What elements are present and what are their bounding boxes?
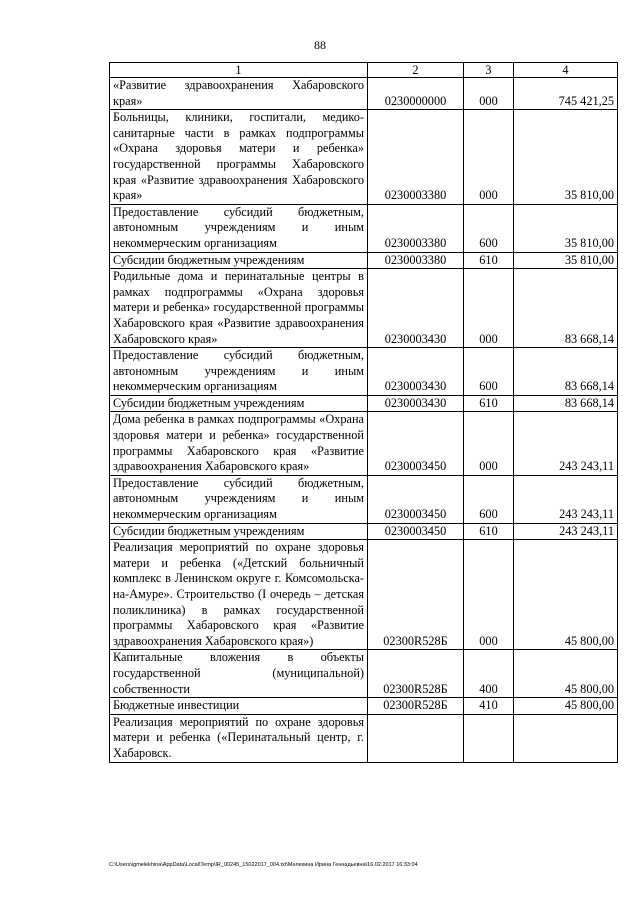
- row-amount-cell: 243 243,11: [514, 523, 618, 540]
- table-header-row: [110, 63, 618, 78]
- row-code-cell: 0230003380: [368, 252, 464, 269]
- footer-file-path: C:\Users\igmelekhina\AppData\Local\Temp\IR_00245_15022017_004.txt\Мелехина Ирина Геннадьевна\16.02.2017 16:33:04: [109, 862, 418, 868]
- row-type-cell: 600: [464, 348, 514, 396]
- row-name-cell: Реализация мероприятий по охране здоровья матери и ребенка («Детский больничный комплекс в Ленинском округе г. Комсомольска-на-Амуре». Строительство (I очередь – детская поликлиника) в рамках государственной программы Хабаровского края «Развитие здравоохранения Хабаровского края»): [110, 540, 368, 650]
- row-type-cell: 000: [464, 269, 514, 348]
- row-amount-cell: 745 421,25: [514, 78, 618, 110]
- row-type-cell: 610: [464, 395, 514, 412]
- row-amount-cell: 45 800,00: [514, 650, 618, 698]
- row-code-cell: 02300R528Б: [368, 698, 464, 715]
- table-row: [110, 523, 618, 540]
- row-name-cell: Капитальные вложения в объекты государственной (муниципальной) собственности: [110, 650, 368, 698]
- row-amount-cell: 83 668,14: [514, 348, 618, 396]
- table-row: [110, 714, 618, 762]
- table-row: [110, 698, 618, 715]
- table-row: [110, 395, 618, 412]
- row-type-cell: 600: [464, 475, 514, 523]
- row-name-cell: Субсидии бюджетным учреждениям: [110, 395, 368, 412]
- row-type-cell: 610: [464, 252, 514, 269]
- table-row: [110, 650, 618, 698]
- row-code-cell: [368, 714, 464, 762]
- row-amount-cell: 83 668,14: [514, 269, 618, 348]
- table-row: [110, 78, 618, 110]
- row-type-cell: 600: [464, 204, 514, 252]
- table-row: [110, 348, 618, 396]
- row-amount-cell: 35 810,00: [514, 204, 618, 252]
- row-name-cell: Предоставление субсидий бюджетным, автономным учреждениям и иным некоммерческим организациям: [110, 204, 368, 252]
- row-amount-cell: 45 800,00: [514, 540, 618, 650]
- row-code-cell: 0230003450: [368, 412, 464, 475]
- row-type-cell: 610: [464, 523, 514, 540]
- row-code-cell: 0230003450: [368, 475, 464, 523]
- row-type-cell: [464, 714, 514, 762]
- row-amount-cell: 45 800,00: [514, 698, 618, 715]
- row-code-cell: 0230000000: [368, 78, 464, 110]
- header-col-4: 4: [514, 63, 618, 78]
- header-col-3: 3: [464, 63, 514, 78]
- table-row: [110, 269, 618, 348]
- table-row: [110, 110, 618, 205]
- row-code-cell: 0230003430: [368, 395, 464, 412]
- table-row: [110, 540, 618, 650]
- table-row: [110, 204, 618, 252]
- row-name-cell: Предоставление субсидий бюджетным, автономным учреждениям и иным некоммерческим организациям: [110, 348, 368, 396]
- table-row: [110, 412, 618, 475]
- row-name-cell: Бюджетные инвестиции: [110, 698, 368, 715]
- row-amount-cell: 83 668,14: [514, 395, 618, 412]
- page-number: 88: [314, 38, 326, 52]
- row-code-cell: 0230003430: [368, 348, 464, 396]
- row-name-cell: Больницы, клиники, госпитали, медико-санитарные части в рамках подпрограммы «Охрана здоровья матери и ребенка» государственной программы Хабаровского края «Развитие здравоохранения Хабаровского края»: [110, 110, 368, 205]
- row-name-cell: Реализация мероприятий по охране здоровья матери и ребенка («Перинатальный центр, г. Хабаровск.: [110, 714, 368, 762]
- row-name-cell: Субсидии бюджетным учреждениям: [110, 523, 368, 540]
- header-col-2: 2: [368, 63, 464, 78]
- row-name-cell: Родильные дома и перинатальные центры в рамках подпрограммы «Охрана здоровья матери и ребенка» государственной программы Хабаровского края «Развитие здравоохранения Хабаровского края»: [110, 269, 368, 348]
- row-type-cell: 000: [464, 412, 514, 475]
- row-name-cell: Предоставление субсидий бюджетным, автономным учреждениям и иным некоммерческим организациям: [110, 475, 368, 523]
- row-name-cell: Дома ребенка в рамках подпрограммы «Охрана здоровья матери и ребенка» государственной программы Хабаровского края «Развитие здравоохранения Хабаровского края»: [110, 412, 368, 475]
- row-amount-cell: 243 243,11: [514, 412, 618, 475]
- row-code-cell: 0230003450: [368, 523, 464, 540]
- row-amount-cell: 35 810,00: [514, 110, 618, 205]
- budget-table: [109, 62, 618, 763]
- row-amount-cell: 35 810,00: [514, 252, 618, 269]
- row-code-cell: 0230003380: [368, 204, 464, 252]
- row-amount-cell: [514, 714, 618, 762]
- row-code-cell: 0230003430: [368, 269, 464, 348]
- row-code-cell: 0230003380: [368, 110, 464, 205]
- row-amount-cell: 243 243,11: [514, 475, 618, 523]
- row-type-cell: 000: [464, 540, 514, 650]
- header-col-1: 1: [110, 63, 368, 78]
- row-type-cell: 000: [464, 78, 514, 110]
- row-type-cell: 400: [464, 650, 514, 698]
- table-row: [110, 475, 618, 523]
- row-type-cell: 410: [464, 698, 514, 715]
- row-name-cell: «Развитие здравоохранения Хабаровского края»: [110, 78, 368, 110]
- row-code-cell: 02300R528Б: [368, 650, 464, 698]
- row-name-cell: Субсидии бюджетным учреждениям: [110, 252, 368, 269]
- row-type-cell: 000: [464, 110, 514, 205]
- row-code-cell: 02300R528Б: [368, 540, 464, 650]
- table-row: [110, 252, 618, 269]
